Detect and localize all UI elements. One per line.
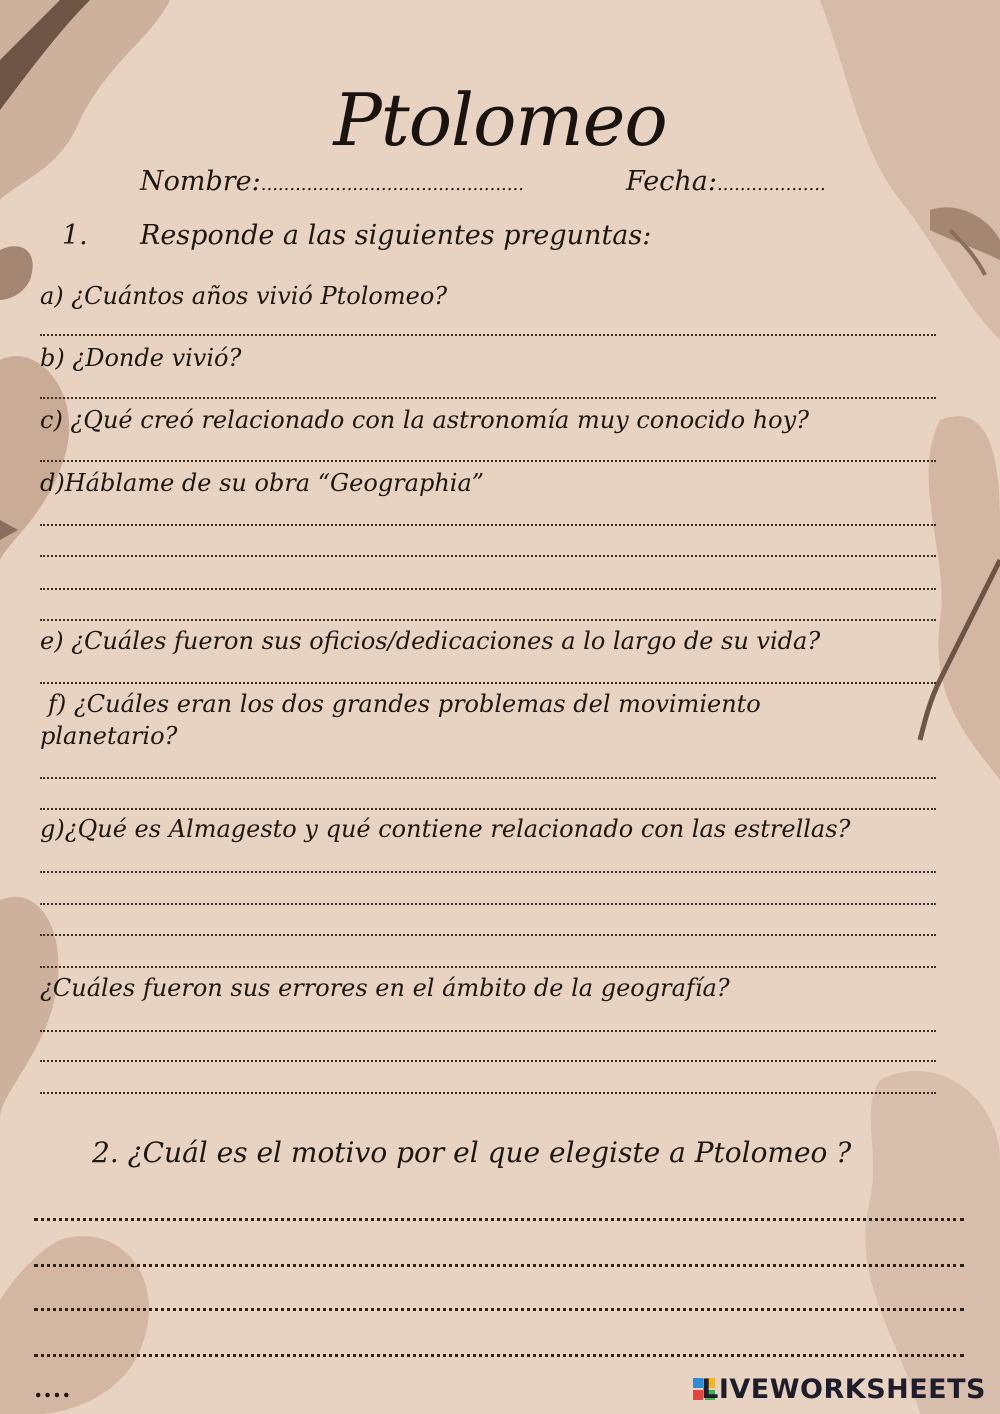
date-blank[interactable]: ................... <box>716 174 826 195</box>
answer-line-g2[interactable] <box>40 903 936 905</box>
question-h: ¿Cuáles fueron sus errores en el ámbito de la geografía? <box>40 974 730 1002</box>
answer-line-c[interactable] <box>40 460 936 462</box>
question-b: b) ¿Donde vivió? <box>40 344 242 372</box>
answer-line-g4[interactable] <box>40 966 936 968</box>
answer-line-d2[interactable] <box>40 555 936 557</box>
answer-line-d3[interactable] <box>40 588 936 590</box>
date-label: Fecha: <box>626 166 717 197</box>
answer-line-h3[interactable] <box>40 1092 936 1094</box>
answer-line-f1[interactable] <box>40 777 936 779</box>
answer-line-f2[interactable] <box>40 808 936 810</box>
question-d: d)Háblame de su obra “Geographia” <box>40 469 485 497</box>
answer-line-b[interactable] <box>40 397 936 399</box>
answer-line-e[interactable] <box>40 682 936 684</box>
answer-line-h1[interactable] <box>40 1030 936 1032</box>
question-e: e) ¿Cuáles fueron sus oficios/dedicaciones a lo largo de su vida? <box>40 627 821 655</box>
answer-line-g3[interactable] <box>40 934 936 936</box>
name-blank[interactable]: .............................................. <box>260 174 524 195</box>
question-f: f) ¿Cuáles eran los dos grandes problemas del movimiento <box>48 690 761 718</box>
question-a: a) ¿Cuántos años vivió Ptolomeo? <box>40 282 448 310</box>
answer-line-g1[interactable] <box>40 871 936 873</box>
answer-line-a[interactable] <box>40 334 936 336</box>
name-field <box>140 166 524 197</box>
name-label: Nombre: <box>140 166 261 197</box>
section-1-number: 1. <box>62 220 88 251</box>
date-field <box>626 166 826 197</box>
question-g: g)¿Qué es Almagesto y qué contiene relacionado con las estrellas? <box>40 815 851 843</box>
worksheet-title: Ptolomeo <box>333 78 667 162</box>
section-1-heading: Responde a las siguientes preguntas: <box>140 220 652 251</box>
answer-line-s2-3[interactable] <box>34 1308 964 1311</box>
question-f-continued: planetario? <box>40 722 178 750</box>
answer-line-s2-4[interactable] <box>34 1354 964 1357</box>
question-c: c) ¿Qué creó relacionado con la astronomía muy conocido hoy? <box>40 406 810 434</box>
section-2-question: 2. ¿Cuál es el motivo por el que elegiste a Ptolomeo ? <box>92 1136 852 1169</box>
answer-line-h2[interactable] <box>40 1060 936 1062</box>
liveworksheets-brand[interactable]: LIVEWORKSHEETS <box>701 1374 986 1405</box>
answer-line-d1[interactable] <box>40 524 936 526</box>
answer-line-s2-2[interactable] <box>34 1264 964 1267</box>
answer-line-s2-1[interactable] <box>34 1218 964 1221</box>
answer-line-d4[interactable] <box>40 619 936 621</box>
trailing-dots[interactable]: .... <box>34 1374 72 1403</box>
